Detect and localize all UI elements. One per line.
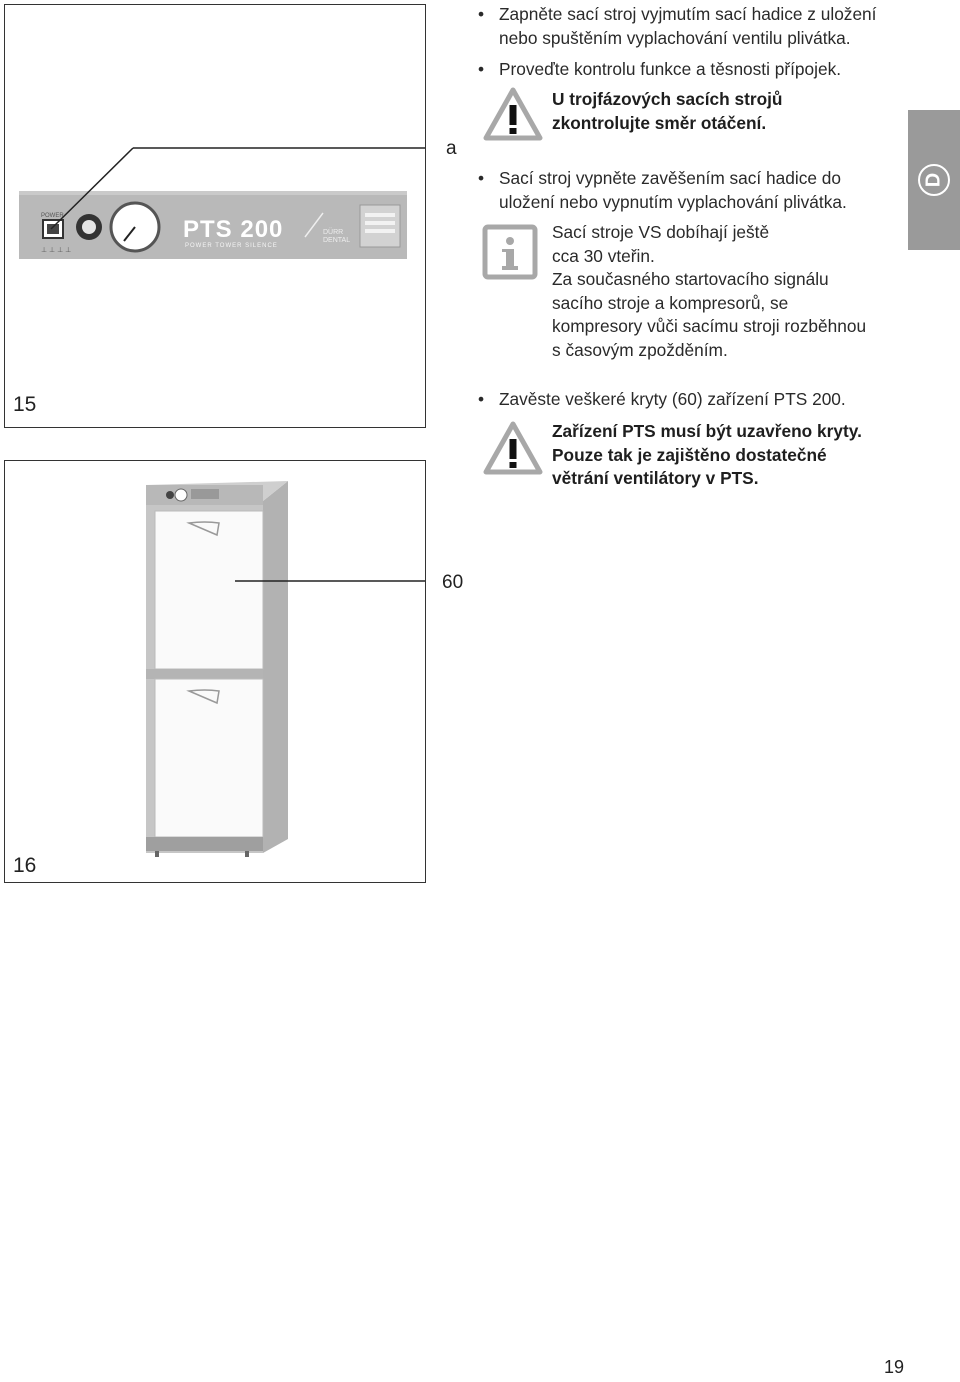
text-line: • Zapněte sací stroj vyjmutím sací hadice z uložení bbox=[499, 4, 877, 24]
text-line: kompresory vůči sacímu stroji rozběhnou bbox=[552, 316, 867, 336]
text-line: uložení nebo vypnutím vyplachování plivátka. bbox=[499, 191, 847, 212]
text-line: • Sací stroj vypněte zavěšením sací hadice do bbox=[499, 168, 841, 188]
page-number: 19 bbox=[883, 1357, 904, 1377]
bullet-covers bbox=[481, 388, 846, 412]
text-line: Sací stroje VS dobíhají ještě bbox=[552, 222, 770, 242]
text-line: zkontrolujte směr otáčení. bbox=[552, 112, 767, 133]
panel-subtitle: POWER TOWER SILENCE bbox=[185, 243, 278, 249]
panel-maker: DÜRR DENTAL bbox=[323, 229, 351, 244]
callout-60: 60 bbox=[442, 572, 464, 593]
warning-covers-closed bbox=[552, 420, 862, 491]
language-tab bbox=[908, 110, 960, 250]
figure-15 bbox=[4, 4, 426, 428]
warning-icon bbox=[482, 86, 544, 142]
bullet-switch-on bbox=[481, 3, 876, 50]
warning-icon bbox=[482, 420, 544, 476]
figure-number: 15 bbox=[13, 393, 37, 416]
warning-three-phase bbox=[552, 88, 782, 135]
text-line: nebo spuštěním vyplachování ventilu plivátka. bbox=[499, 27, 851, 48]
control-panel-illustration bbox=[5, 5, 425, 425]
bullet-switch-off bbox=[481, 167, 847, 214]
bullet-check-function bbox=[481, 58, 841, 82]
cabinet-illustration bbox=[5, 461, 425, 881]
text-line: s časovým zpožděním. bbox=[552, 339, 728, 360]
text-line: • Zavěste veškeré kryty (60) zařízení PTS 200. bbox=[499, 389, 846, 409]
text-line: • Proveďte kontrolu funkce a těsnosti přípojek. bbox=[499, 59, 842, 79]
svg-text:POWER: POWER bbox=[41, 213, 64, 219]
figure-16 bbox=[4, 460, 426, 883]
language-letter: D bbox=[922, 172, 945, 188]
panel-brand: PTS 200 bbox=[183, 216, 284, 243]
info-run-on bbox=[552, 221, 866, 362]
svg-text:⊥ ⊥ ⊥ ⊥: ⊥ ⊥ ⊥ ⊥ bbox=[41, 247, 72, 254]
text-line: Zařízení PTS musí být uzavřeno kryty. bbox=[552, 421, 862, 441]
text-line: Za současného startovacího signálu bbox=[552, 269, 829, 289]
text-line: cca 30 vteřin. bbox=[552, 245, 655, 266]
info-icon bbox=[482, 224, 538, 280]
text-line: U trojfázových sacích strojů bbox=[552, 89, 783, 109]
callout-a: a bbox=[446, 138, 457, 159]
text-line: Pouze tak je zajištěno dostatečné bbox=[552, 444, 827, 465]
text-line: sacího stroje a kompresorů, se bbox=[552, 292, 789, 313]
text-line: větrání ventilátory v PTS. bbox=[552, 468, 759, 488]
figure-number: 16 bbox=[13, 854, 37, 877]
